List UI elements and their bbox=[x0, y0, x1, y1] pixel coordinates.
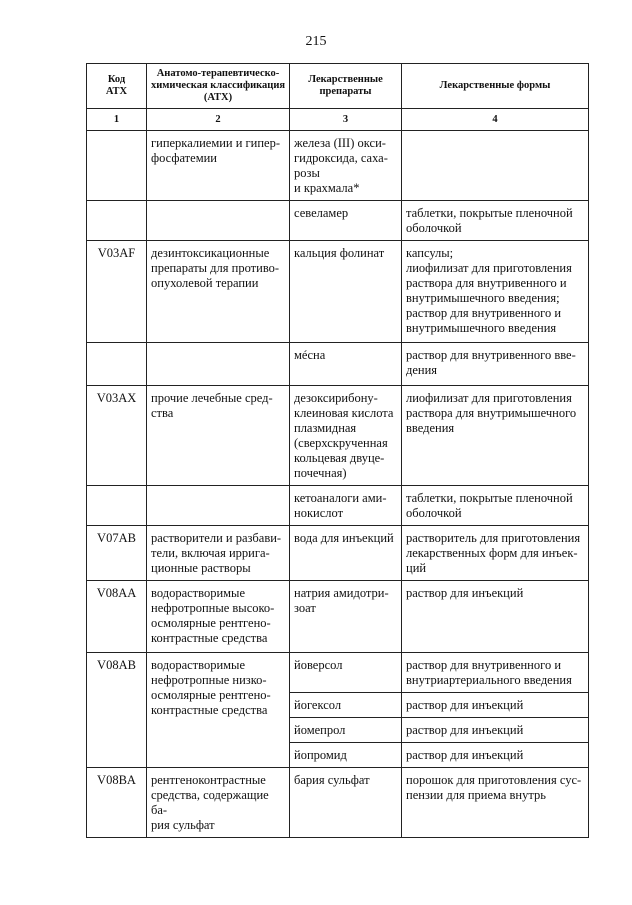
column-number: 1 bbox=[87, 109, 147, 131]
dosage-form-cell: таблетки, покрытые пленочной оболочкой bbox=[402, 201, 589, 241]
atc-code-cell bbox=[87, 343, 147, 386]
drug-cell: кальция фолинат bbox=[290, 241, 402, 343]
table-row bbox=[87, 343, 589, 386]
header-atc: Анатомо-терапевтическо- химическая классификация (АТХ) bbox=[147, 64, 290, 109]
header-code: Код АТХ bbox=[87, 64, 147, 109]
header-drugs: Лекарственные препараты bbox=[290, 64, 402, 109]
dosage-form-cell: порошок для приготовления сус- пензии для приема внутрь bbox=[402, 768, 589, 838]
table-row bbox=[87, 131, 589, 201]
atc-group-cell: гиперкалиемии и гипер- фосфатемии bbox=[147, 131, 290, 201]
table-row bbox=[87, 201, 589, 241]
table-row bbox=[87, 581, 589, 653]
header-forms: Лекарственные формы bbox=[402, 64, 589, 109]
drug-cell: йопромид bbox=[290, 743, 402, 768]
atc-group-cell bbox=[147, 343, 290, 386]
drug-cell: севеламер bbox=[290, 201, 402, 241]
atc-group-cell: водорастворимые нефротропные высоко- осмолярные рентгено- контрастные средства bbox=[147, 581, 290, 653]
dosage-form-cell: раствор для внутривенного вве- дения bbox=[402, 343, 589, 386]
atc-table bbox=[86, 63, 589, 838]
drug-cell: натрия амидотри- зоат bbox=[290, 581, 402, 653]
dosage-form-cell: раствор для инъекций bbox=[402, 693, 589, 718]
atc-group-cell: рентгеноконтрастные средства, содержащие ба- рия сульфат bbox=[147, 768, 290, 838]
drug-cell: вода для инъекций bbox=[290, 526, 402, 581]
dosage-form-cell: раствор для инъекций bbox=[402, 718, 589, 743]
drug-cell: дезоксирибону- клеиновая кислота плазмидная (сверхскрученная кольцевая двуце- почечная) bbox=[290, 386, 402, 486]
dosage-form-cell: раствор для инъекций bbox=[402, 581, 589, 653]
table-row bbox=[87, 386, 589, 486]
table-row bbox=[87, 768, 589, 838]
atc-code-cell bbox=[87, 131, 147, 201]
atc-code-cell: V08BA bbox=[87, 768, 147, 838]
column-number: 4 bbox=[402, 109, 589, 131]
drug-cell: кетоаналоги ами- нокислот bbox=[290, 486, 402, 526]
table-row bbox=[87, 526, 589, 581]
dosage-form-cell: растворитель для приготовления лекарственных форм для инъек- ций bbox=[402, 526, 589, 581]
atc-group-cell: прочие лечебные сред- ства bbox=[147, 386, 290, 486]
drug-cell: йоверсол bbox=[290, 653, 402, 693]
atc-group-cell: водорастворимые нефротропные низко- осмолярные рентгено- контрастные средства bbox=[147, 653, 290, 768]
table-row bbox=[87, 653, 589, 693]
drug-cell: йомепрол bbox=[290, 718, 402, 743]
drug-cell: йогексол bbox=[290, 693, 402, 718]
atc-group-cell bbox=[147, 486, 290, 526]
table-row bbox=[87, 486, 589, 526]
column-number-row bbox=[87, 109, 589, 131]
column-number: 2 bbox=[147, 109, 290, 131]
drug-cell: мéсна bbox=[290, 343, 402, 386]
atc-code-cell: V08AA bbox=[87, 581, 147, 653]
header-row bbox=[87, 64, 589, 109]
dosage-form-cell: лиофилизат для приготовления раствора для внутримышечного введения bbox=[402, 386, 589, 486]
dosage-form-cell bbox=[402, 131, 589, 201]
atc-code-cell bbox=[87, 486, 147, 526]
atc-code-cell: V03AX bbox=[87, 386, 147, 486]
dosage-form-cell: раствор для инъекций bbox=[402, 743, 589, 768]
dosage-form-cell: раствор для внутривенного и внутриартериального введения bbox=[402, 653, 589, 693]
atc-code-cell: V08AB bbox=[87, 653, 147, 768]
page-number: 215 bbox=[305, 34, 327, 49]
atc-group-cell: дезинтоксикационные препараты для противо- опухолевой терапии bbox=[147, 241, 290, 343]
atc-code-cell: V07AB bbox=[87, 526, 147, 581]
column-number: 3 bbox=[290, 109, 402, 131]
atc-code-cell bbox=[87, 201, 147, 241]
atc-code-cell: V03AF bbox=[87, 241, 147, 343]
dosage-form-cell: капсулы; лиофилизат для приготовления раствора для внутривенного и внутримышечного введения; раствор для внутривенного и внутримышечного введения bbox=[402, 241, 589, 343]
atc-group-cell bbox=[147, 201, 290, 241]
drug-cell: железа (III) окси- гидроксида, саха- розы и крахмала* bbox=[290, 131, 402, 201]
atc-group-cell: растворители и разбави- тели, включая ирригa- ционные растворы bbox=[147, 526, 290, 581]
drug-cell: бария сульфат bbox=[290, 768, 402, 838]
dosage-form-cell: таблетки, покрытые пленочной оболочкой bbox=[402, 486, 589, 526]
table-row bbox=[87, 241, 589, 343]
